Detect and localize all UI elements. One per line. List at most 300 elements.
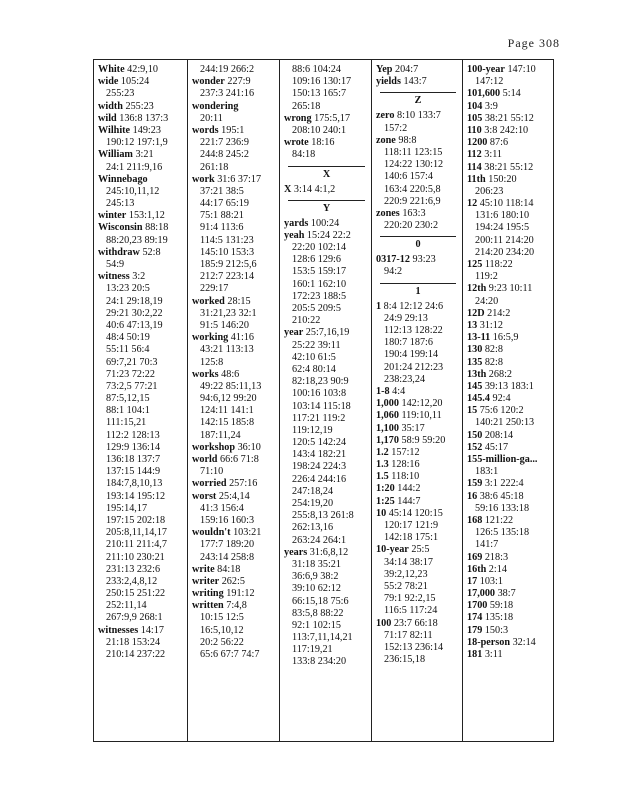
index-term: worst: [192, 490, 217, 502]
index-entry: [467, 478, 555, 490]
page-references: 82:8: [484, 356, 503, 368]
page-references-continued: 231:13 232:6: [106, 563, 161, 575]
index-term: 12th: [467, 283, 487, 295]
page-references: 3:11: [484, 149, 502, 161]
page-references-continued: 190:12 197:1,9: [106, 137, 168, 149]
page-references-continued: 142:15 185:8: [200, 417, 255, 429]
page-references-continued: 111:15,21: [106, 417, 147, 429]
index-entry: [467, 454, 555, 466]
index-entry: [467, 113, 555, 125]
page-references-continued: 150:13 165:7: [292, 88, 347, 100]
page-references-continued: 25:22 39:11: [292, 339, 341, 351]
page-references: 150:20: [488, 173, 517, 185]
page-references-continued: 119:2: [475, 271, 498, 283]
index-entry: [376, 471, 462, 483]
page-references-continued: 117:21 119:2: [292, 412, 346, 424]
index-term: 15: [467, 405, 478, 417]
page-references: 48:6: [221, 368, 240, 380]
index-entry: [376, 301, 462, 313]
index-term: 12: [467, 198, 478, 210]
page-references-continued: 140:6 157:4: [384, 171, 433, 183]
page-references: 3:9: [484, 100, 498, 112]
index-entry: [467, 357, 555, 369]
index-term: yards: [284, 217, 309, 229]
index-term: 13-11: [467, 332, 491, 344]
index-entry: [192, 76, 279, 88]
index-column-3: [280, 60, 372, 741]
page-references-continued: 113:7,11,14,21: [292, 632, 353, 644]
index-entry: [284, 113, 371, 125]
index-entry: [192, 442, 279, 454]
page-references: 2:14: [488, 563, 507, 575]
index-entry: [467, 515, 555, 527]
index-entry: [376, 386, 462, 398]
page-references-continued: 245:13: [106, 198, 135, 210]
page-references: 136:8 137:3: [119, 112, 169, 124]
page-references: 218:3: [484, 551, 509, 563]
page-references-continued: 119:12,19: [292, 424, 333, 436]
page-references: 195:1: [221, 124, 245, 136]
page-references-continued: 212:7 223:14: [200, 271, 255, 283]
index-entry: [467, 649, 555, 661]
page-references-continued: 183:1: [475, 466, 499, 478]
index-term: Wilhite: [98, 124, 131, 136]
index-term: wide: [98, 76, 119, 88]
page-references-continued: 211:10 230:21: [106, 551, 165, 563]
index-term: 181: [467, 649, 483, 660]
index-entry: [467, 64, 555, 76]
page-references-continued: 140:21 250:13: [475, 417, 535, 429]
page-references-continued: 44:17 65:19: [200, 198, 249, 210]
index-term: words: [192, 124, 219, 136]
index-term: 130: [467, 344, 483, 356]
page-references: 38:7: [497, 588, 516, 600]
index-term: witness: [98, 271, 130, 283]
index-term: 13th: [467, 368, 487, 380]
page-references-continued: 184:7,8,10,13: [106, 478, 163, 490]
page-references: 66:6 71:8: [220, 454, 259, 465]
page-references: 52:8: [142, 246, 161, 258]
page-references-continued: 120:5 142:24: [292, 437, 347, 449]
index-term: 179: [467, 624, 483, 636]
index-column-2: [188, 60, 280, 741]
index-term: 152: [467, 441, 483, 453]
page-references: 35:17: [401, 422, 425, 434]
index-term: 17,000: [467, 588, 496, 600]
index-entry: [467, 393, 555, 405]
index-term: 18-person: [467, 636, 511, 648]
page-references-continued: 62:4 80:14: [292, 363, 336, 375]
page-references-continued: 201:24 212:23: [384, 361, 444, 373]
page-references: 32:14: [512, 636, 536, 648]
page-references-continued: 262:13,16: [292, 522, 334, 534]
section-letter: 0: [380, 236, 456, 251]
index-entry: [467, 174, 555, 186]
page-references-continued: 83:5,8 88:22: [292, 607, 344, 619]
page-references-continued: 54:9: [106, 259, 125, 270]
page-references: 25:5: [411, 544, 430, 556]
page-references-continued: 131:6 180:10: [475, 210, 530, 222]
page-references-continued: 36:6,9 38:2: [292, 571, 339, 583]
index-entry: [98, 125, 187, 137]
index-term: wild: [98, 112, 117, 124]
page-references: 31:12: [479, 319, 503, 331]
page-references: 8:10 133:7: [397, 110, 441, 122]
page-references: 105:24: [120, 76, 150, 88]
page-references-continued: 100:16 103:8: [292, 388, 347, 400]
index-term: 101,600: [467, 88, 501, 100]
index-entry: [467, 612, 555, 624]
page-references-continued: 112:2 128:13: [106, 429, 160, 441]
page-references: 3:8 242:10: [484, 124, 529, 136]
index-term: 11th: [467, 173, 486, 185]
page-references: 16:5,9: [492, 332, 519, 344]
index-term: 150: [467, 429, 483, 441]
page-references-continued: 153:5 159:17: [292, 266, 347, 278]
page-references: 8:4 12:12 24:6: [383, 300, 444, 312]
page-references-continued: 195:14,17: [106, 502, 148, 514]
index-term: 1,000: [376, 398, 399, 410]
section-letter: 1: [380, 283, 456, 298]
page-references-continued: 255:8,13 261:8: [292, 510, 354, 522]
index-entry: [467, 101, 555, 113]
index-entry: [467, 332, 555, 344]
page-references-continued: 214:20 234:20: [475, 246, 535, 258]
index-entry: [467, 149, 555, 161]
index-entry: [467, 320, 555, 332]
page-references-continued: 210:11 211:4,7: [106, 539, 167, 551]
page-references: 144:2: [397, 483, 421, 495]
page-references-continued: 159:16 160:3: [200, 514, 255, 526]
index-term: William: [98, 149, 133, 161]
section-letter: Z: [380, 92, 456, 107]
page-references-continued: 114:5 131:23: [200, 234, 254, 246]
page-references-continued: 88:1 104:1: [106, 405, 150, 417]
index-entry: [98, 76, 187, 88]
index-term: 1700: [467, 600, 488, 612]
page-references-continued: 142:18 175:1: [384, 532, 439, 544]
page-references-continued: 40:6 47:13,19: [106, 319, 163, 331]
page-references-continued: 267:9,9 268:1: [106, 612, 163, 624]
page-references: 142:12,20: [401, 398, 443, 410]
page-references: 38:6 45:18: [479, 490, 524, 502]
index-entry: [467, 88, 555, 100]
index-term: 1,100: [376, 422, 399, 434]
index-entry: [467, 405, 555, 417]
page-references: 257:16: [229, 478, 258, 490]
index-entry: [467, 283, 555, 295]
page-references-continued: 143:4 182:21: [292, 449, 347, 461]
page-references-continued: 69:7,21 70:3: [106, 356, 158, 368]
index-entry: [192, 491, 279, 503]
page-references-continued: 39:10 62:12: [292, 583, 341, 595]
index-entry: [284, 137, 371, 149]
page-references: 15:24 22:2: [306, 229, 351, 241]
index-term: 1.5: [376, 471, 389, 483]
index-entry: [467, 576, 555, 588]
page-references: 5:14: [502, 88, 521, 100]
index-entry: [98, 222, 187, 234]
index-entry: [467, 259, 555, 271]
page-references-continued: 221:7 236:9: [200, 137, 249, 149]
index-term: 169: [467, 551, 483, 563]
page-references: 118:22: [484, 259, 513, 270]
page-references-continued: 147:12: [475, 76, 504, 88]
page-references-continued: 24:20: [475, 295, 499, 307]
index-term: write: [192, 563, 215, 575]
index-entry: [192, 527, 279, 539]
page-references: 36:10: [237, 441, 261, 453]
page-references: 23:7 66:18: [393, 617, 438, 629]
index-entry: [376, 410, 462, 422]
page-references-continued: 263:24 264:1: [292, 534, 347, 546]
page-references: 143:7: [403, 76, 427, 88]
page-references: 58:9 59:20: [401, 434, 446, 446]
index-term: working: [192, 332, 229, 344]
page-references: 18:16: [311, 137, 335, 149]
page-references-continued: 141:7: [475, 539, 499, 551]
page-references: 38:21 55:12: [484, 112, 534, 124]
page-references-continued: 244:8 245:2: [200, 149, 249, 161]
index-entry: [376, 496, 462, 508]
index-entry: [98, 64, 187, 76]
index-entry: [192, 600, 279, 612]
page-references-continued: 220:9 221:6,9: [384, 195, 441, 207]
page-references-continued: 79:1 92:2,15: [384, 593, 436, 605]
index-entry: [192, 478, 279, 490]
index-term: 155-million-ga...: [467, 454, 538, 465]
page-references-continued: 71:23 72:22: [106, 368, 155, 380]
page-references-continued: 124:11 141:1: [200, 405, 254, 417]
index-entry: [376, 459, 462, 471]
index-entry: [376, 76, 462, 88]
page-references-continued: 71:17 82:11: [384, 629, 433, 641]
index-entry: [98, 101, 187, 113]
index-term: X: [284, 183, 292, 195]
page-references-continued: 29:21 30:2,22: [106, 307, 163, 319]
page-references-continued: 160:1 162:10: [292, 278, 347, 290]
page-references-continued: 125:8: [200, 356, 224, 368]
index-entry: [98, 247, 187, 259]
page-references-continued: 21:18 153:24: [106, 636, 161, 648]
page-references-continued: 255:23: [106, 88, 135, 100]
page-references-continued: 244:19 266:2: [200, 64, 255, 75]
page-references-continued: 243:14 258:8: [200, 551, 255, 563]
index-entry: [376, 544, 462, 556]
page-references-continued: 103:14 115:18: [292, 400, 351, 412]
page-references: 128:16: [391, 459, 420, 471]
index-entry: [192, 576, 279, 588]
index-term: 104: [467, 100, 483, 112]
page-references: 103:1: [479, 575, 503, 587]
page-references: 45:14 120:15: [388, 507, 443, 519]
index-term: 1-8: [376, 385, 390, 397]
index-term: 1200: [467, 137, 488, 149]
page-references: 9:23 10:11: [488, 283, 533, 295]
page-references-continued: 133:8 234:20: [292, 656, 347, 668]
page-references-continued: 24:9 29:13: [384, 312, 428, 324]
page-references-continued: 163:4 220:5,8: [384, 183, 441, 195]
page-references-continued: 206:23: [475, 185, 504, 197]
page-references-continued: 210:14 237:22: [106, 649, 166, 660]
page-references-continued: 237:3 241:16: [200, 88, 255, 100]
page-references: 3:2: [132, 271, 146, 283]
index-entry: [467, 381, 555, 393]
index-term: 1:25: [376, 495, 395, 507]
index-entry: [192, 564, 279, 576]
page-references-continued: 82:18,23 90:9: [292, 376, 349, 388]
page-references: 100:24: [310, 217, 340, 229]
page-references-continued: 190:4 199:14: [384, 349, 439, 361]
page-references: 28:15: [227, 295, 251, 307]
page-references-continued: 10:15 12:5: [200, 612, 244, 624]
index-entry: [376, 398, 462, 410]
page-references-continued: 16:5,10,12: [200, 624, 244, 636]
page-references-continued: 65:6 67:7 74:7: [200, 649, 260, 660]
page-references: 135:18: [484, 612, 514, 624]
page-references: 157:12: [391, 446, 420, 458]
page-references-continued: 116:5 117:24: [384, 605, 438, 617]
index-term: 10-year: [376, 544, 409, 556]
page-references-continued: 120:17 121:9: [384, 520, 439, 531]
index-term: wonder: [192, 76, 225, 88]
index-entry: [467, 600, 555, 612]
page-references: 268:2: [488, 368, 513, 380]
page-references: 87:6: [489, 137, 509, 149]
index-term: 1.2: [376, 446, 389, 458]
index-term: zone: [376, 134, 396, 146]
page-references-continued: 233:2,4,8,12: [106, 575, 158, 587]
index-term: 100-year: [467, 64, 505, 75]
page-references-continued: 193:14 195:12: [106, 490, 166, 502]
page-references: 14:17: [140, 624, 164, 636]
page-references: 227:9: [227, 76, 251, 88]
page-references: 119:10,11: [401, 410, 442, 422]
index-term: winter: [98, 210, 127, 222]
index-column-5: [463, 60, 555, 741]
page-references-continued: 24:1 211:9,16: [106, 161, 163, 173]
page-references-continued: 252:11,14: [106, 600, 147, 612]
index-term: 168: [467, 514, 483, 526]
page-references: 4:4: [392, 385, 406, 397]
index-term: width: [98, 100, 123, 112]
page-references-continued: 55:11 56:4: [106, 344, 150, 356]
page-references: 121:22: [484, 514, 514, 526]
index-entry: [192, 332, 279, 344]
index-term: years: [284, 546, 308, 558]
index-term: writer: [192, 575, 220, 587]
page-references-continued: 157:2: [384, 122, 408, 134]
page-references-continued: 59:16 133:18: [475, 502, 530, 514]
page-references: 41:16: [230, 332, 254, 344]
page-references-continued: 88:20,23 89:19: [106, 234, 168, 246]
index-term: 114: [467, 161, 482, 173]
page-references-continued: 247:18,24: [292, 485, 334, 497]
page-references-continued: 124:22 130:12: [384, 159, 444, 171]
index-entry: [284, 230, 371, 242]
index-entry: [98, 271, 187, 283]
page-references-continued: 265:18: [292, 100, 321, 112]
index-entry: [376, 135, 462, 147]
page-references-continued: 180:7 187:6: [384, 337, 433, 349]
index-term: 1,060: [376, 410, 399, 422]
page-references-continued: 136:18 137:7: [106, 454, 161, 465]
index-entry: [467, 198, 555, 210]
index-term: workshop: [192, 441, 236, 453]
page-references-continued: 109:16 130:17: [292, 76, 352, 88]
page-references-continued: 200:11 214:20: [475, 234, 534, 246]
page-references: 262:5: [221, 575, 245, 587]
index-term: 145: [467, 380, 483, 392]
page-references-continued: 39:2,12,23: [384, 568, 428, 580]
page-references: 255:23: [125, 100, 154, 112]
page-references: 25:7,16,19: [305, 327, 350, 339]
index-entry: [192, 454, 279, 466]
page-references: 39:13 183:1: [484, 380, 534, 392]
page-references: 98:8: [398, 134, 417, 146]
index-entry: [192, 125, 279, 137]
index-entry: [192, 369, 279, 381]
index-entry: [467, 369, 555, 381]
page-references-continued: 152:13 236:14: [384, 641, 444, 653]
page-references-continued: 187:11,24: [200, 429, 241, 441]
index-term: 1: [376, 300, 382, 312]
index-entry: [98, 113, 187, 125]
page-references-continued: 31:21,23 32:1: [200, 307, 257, 319]
index-term: withdraw: [98, 246, 140, 258]
page-references: 118:10: [391, 471, 420, 483]
index-entry: [376, 64, 462, 76]
index-entry: [376, 110, 462, 122]
page-references-continued: 210:22: [292, 315, 321, 327]
index-entry: [192, 101, 279, 113]
page-references-continued: 94:2: [384, 266, 403, 278]
index-column-4: [372, 60, 463, 741]
section-letter: Y: [288, 200, 365, 215]
page-references: 38:21 55:12: [484, 161, 534, 173]
page-references-continued: 43:21 113:13: [200, 344, 254, 356]
page-references-continued: 20:11: [200, 112, 223, 124]
page-references: 144:7: [397, 495, 421, 507]
page-references-continued: 88:6 104:24: [292, 64, 341, 75]
page-references: 7:4,8: [226, 600, 247, 612]
index-entry: [376, 447, 462, 459]
index-term: 135: [467, 356, 483, 368]
page-references-continued: 236:15,18: [384, 654, 426, 666]
page-references-continued: 91:5 146:20: [200, 319, 249, 331]
index-entry: [376, 208, 462, 220]
index-entry: [98, 210, 187, 222]
index-entry: [284, 547, 371, 559]
index-term: writing: [192, 588, 224, 600]
index-entry: [467, 552, 555, 564]
index-term: Yep: [376, 64, 393, 75]
index-entry: [467, 137, 555, 149]
index-term: 13: [467, 319, 478, 331]
page-references-continued: 254:19,20: [292, 498, 334, 509]
index-term: 112: [467, 149, 482, 161]
page-references-continued: 34:14 38:17: [384, 556, 433, 568]
index-term: year: [284, 327, 304, 339]
index-entry: [376, 483, 462, 495]
page-references-continued: 177:7 189:20: [200, 539, 255, 551]
page-references: 93:23: [412, 254, 436, 266]
page-references-continued: 129:9 136:14: [106, 441, 161, 453]
index-term: yields: [376, 76, 401, 88]
index-term: worried: [192, 478, 227, 490]
page-references-continued: 75:1 88:21: [200, 210, 244, 222]
page-references: 92:4: [492, 393, 511, 405]
